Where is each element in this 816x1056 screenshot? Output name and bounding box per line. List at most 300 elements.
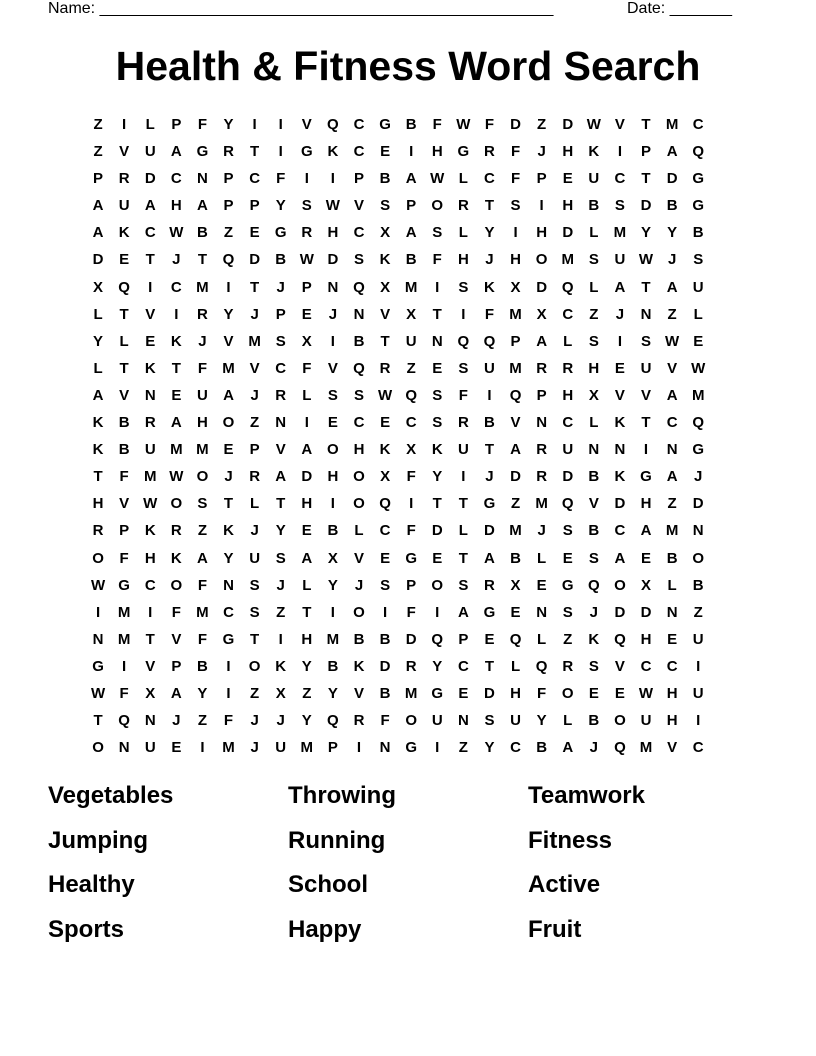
grid-cell[interactable]: X — [301, 332, 312, 350]
grid-cell[interactable]: Z — [276, 603, 286, 621]
grid-cell[interactable]: Q — [353, 278, 365, 296]
grid-cell[interactable]: S — [458, 576, 469, 594]
grid-cell[interactable]: N — [144, 712, 156, 730]
grid-cell[interactable]: D — [640, 197, 652, 215]
grid-cell[interactable]: Q — [483, 332, 496, 350]
grid-cell[interactable]: P — [275, 305, 286, 323]
grid-cell[interactable]: D — [484, 522, 495, 540]
grid-cell[interactable]: T — [641, 278, 651, 296]
grid-cell[interactable]: O — [353, 603, 365, 621]
grid-cell[interactable]: T — [641, 116, 651, 133]
grid-cell[interactable]: U — [692, 278, 704, 296]
grid-cell[interactable]: G — [431, 684, 444, 702]
grid-cell[interactable]: A — [170, 414, 182, 432]
grid-cell[interactable]: C — [614, 170, 626, 188]
grid-cell[interactable]: V — [171, 630, 182, 648]
grid-cell[interactable]: M — [509, 359, 522, 377]
grid-cell[interactable]: E — [510, 603, 521, 621]
grid-cell[interactable]: R — [379, 359, 391, 377]
grid-cell[interactable]: D — [92, 251, 104, 269]
grid-cell[interactable]: T — [302, 603, 312, 621]
grid-cell[interactable]: I — [330, 332, 335, 350]
grid-cell[interactable]: R — [457, 414, 469, 432]
grid-cell[interactable]: C — [640, 657, 652, 675]
grid-cell[interactable]: Y — [301, 712, 312, 730]
grid-cell[interactable]: W — [638, 251, 654, 269]
grid-cell[interactable]: V — [275, 441, 286, 459]
grid-cell[interactable]: S — [641, 332, 652, 350]
grid-cell[interactable]: A — [144, 197, 156, 215]
grid-cell[interactable]: W — [325, 197, 340, 215]
grid-cell[interactable]: W — [456, 116, 471, 133]
grid-cell[interactable]: D — [536, 278, 548, 296]
grid-cell[interactable]: A — [536, 332, 548, 350]
grid-cell[interactable]: C — [562, 414, 574, 432]
grid-cell[interactable]: Q — [692, 143, 705, 161]
grid-cell[interactable]: F — [510, 143, 521, 161]
grid-cell[interactable]: D — [431, 522, 443, 540]
grid-cell[interactable]: P — [249, 441, 260, 459]
grid-cell[interactable]: H — [92, 495, 104, 513]
grid-cell[interactable]: L — [458, 224, 468, 242]
grid-cell[interactable]: J — [615, 305, 625, 323]
grid-cell[interactable]: B — [588, 468, 600, 486]
grid-cell[interactable]: N — [588, 441, 600, 459]
grid-cell[interactable]: E — [562, 549, 573, 567]
grid-cell[interactable]: I — [617, 332, 622, 350]
grid-cell[interactable]: U — [144, 143, 156, 161]
grid-cell[interactable]: X — [93, 278, 104, 296]
grid-cell[interactable]: S — [562, 522, 573, 540]
grid-cell[interactable]: A — [92, 386, 104, 404]
grid-cell[interactable]: M — [326, 630, 340, 648]
grid-cell[interactable]: O — [535, 251, 548, 269]
grid-cell[interactable]: C — [692, 116, 704, 133]
grid-cell[interactable]: S — [588, 657, 599, 675]
grid-cell[interactable]: X — [380, 224, 391, 242]
grid-cell[interactable]: G — [692, 197, 705, 215]
grid-cell[interactable]: B — [666, 549, 678, 567]
grid-cell[interactable]: P — [406, 576, 417, 594]
grid-cell[interactable]: Q — [561, 495, 574, 513]
grid-cell[interactable]: P — [641, 143, 652, 161]
grid-cell[interactable]: H — [170, 197, 182, 215]
grid-cell[interactable]: Y — [327, 576, 338, 594]
grid-cell[interactable]: F — [197, 359, 207, 377]
grid-cell[interactable]: K — [144, 359, 156, 377]
grid-cell[interactable]: F — [119, 549, 129, 567]
grid-cell[interactable]: V — [614, 657, 625, 675]
grid-cell[interactable]: X — [145, 684, 156, 702]
grid-cell[interactable]: T — [119, 305, 129, 323]
grid-cell[interactable]: Q — [561, 278, 574, 296]
grid-cell[interactable]: N — [118, 739, 130, 757]
grid-cell[interactable]: B — [353, 332, 365, 350]
grid-cell[interactable]: B — [327, 522, 339, 540]
grid-cell[interactable]: J — [537, 522, 546, 540]
grid-cell[interactable]: B — [692, 576, 704, 594]
grid-cell[interactable]: F — [171, 603, 181, 621]
grid-cell[interactable]: E — [614, 684, 625, 702]
grid-cell[interactable]: J — [250, 712, 259, 730]
grid-cell[interactable]: B — [379, 630, 391, 648]
grid-cell[interactable]: O — [614, 712, 626, 730]
grid-cell[interactable]: P — [301, 278, 312, 296]
grid-cell[interactable]: L — [589, 278, 599, 296]
grid-cell[interactable]: I — [409, 143, 414, 161]
grid-cell[interactable]: M — [509, 522, 522, 540]
grid-cell[interactable]: C — [457, 657, 469, 675]
grid-cell[interactable]: E — [432, 359, 443, 377]
grid-cell[interactable]: J — [172, 251, 181, 269]
grid-cell[interactable]: L — [93, 359, 103, 377]
grid-cell[interactable]: C — [510, 739, 521, 757]
grid-cell[interactable]: N — [666, 441, 678, 459]
grid-cell[interactable]: M — [300, 739, 314, 757]
grid-cell[interactable]: F — [380, 712, 390, 730]
grid-cell[interactable]: V — [145, 305, 156, 323]
grid-cell[interactable]: T — [432, 495, 442, 513]
grid-cell[interactable]: M — [143, 468, 157, 486]
grid-cell[interactable]: C — [249, 170, 261, 188]
grid-cell[interactable]: E — [171, 739, 182, 757]
grid-cell[interactable]: D — [692, 495, 704, 513]
grid-cell[interactable]: I — [513, 224, 518, 242]
grid-cell[interactable]: X — [406, 441, 417, 459]
grid-cell[interactable]: M — [117, 603, 131, 621]
grid-cell[interactable]: I — [461, 305, 466, 323]
grid-cell[interactable]: R — [536, 441, 548, 459]
grid-cell[interactable]: P — [536, 386, 547, 404]
grid-cell[interactable]: V — [119, 495, 130, 513]
grid-cell[interactable]: J — [328, 305, 338, 323]
grid-cell[interactable]: J — [694, 468, 703, 486]
grid-cell[interactable]: K — [170, 332, 182, 350]
grid-cell[interactable]: L — [458, 522, 468, 540]
grid-cell[interactable]: A — [170, 143, 182, 161]
grid-cell[interactable]: E — [223, 441, 234, 459]
grid-cell[interactable]: I — [487, 386, 492, 404]
grid-cell[interactable]: A — [301, 549, 313, 567]
grid-cell[interactable]: D — [405, 630, 417, 648]
grid-cell[interactable]: U — [614, 251, 626, 269]
grid-cell[interactable]: W — [169, 468, 184, 486]
grid-cell[interactable]: H — [640, 630, 652, 648]
grid-cell[interactable]: Z — [93, 116, 103, 133]
grid-cell[interactable]: I — [95, 603, 101, 621]
grid-cell[interactable]: K — [588, 143, 600, 161]
grid-cell[interactable]: Y — [93, 332, 104, 350]
grid-cell[interactable]: O — [92, 549, 104, 567]
grid-cell[interactable]: I — [696, 657, 701, 675]
grid-cell[interactable]: O — [405, 712, 417, 730]
grid-cell[interactable]: N — [353, 305, 365, 323]
grid-cell[interactable]: L — [93, 305, 103, 323]
grid-cell[interactable]: W — [143, 495, 158, 513]
grid-cell[interactable]: S — [484, 712, 495, 730]
grid-cell[interactable]: E — [588, 684, 599, 702]
grid-cell[interactable]: R — [484, 576, 495, 594]
grid-cell[interactable]: Z — [667, 495, 677, 513]
grid-cell[interactable]: Q — [222, 251, 235, 269]
grid-cell[interactable]: S — [458, 278, 469, 296]
grid-cell[interactable]: F — [223, 712, 234, 730]
grid-cell[interactable]: D — [249, 251, 261, 269]
grid-cell[interactable]: A — [92, 197, 104, 215]
grid-cell[interactable]: S — [693, 251, 704, 269]
grid-cell[interactable]: F — [432, 116, 442, 133]
grid-cell[interactable]: I — [356, 739, 362, 757]
grid-cell[interactable]: S — [380, 576, 391, 594]
grid-cell[interactable]: L — [563, 712, 573, 730]
grid-cell[interactable]: W — [299, 251, 314, 269]
grid-cell[interactable]: I — [435, 278, 440, 296]
grid-cell[interactable]: I — [696, 712, 701, 730]
grid-cell[interactable]: H — [640, 495, 652, 513]
grid-cell[interactable]: N — [379, 739, 391, 757]
grid-cell[interactable]: V — [667, 359, 678, 377]
grid-cell[interactable]: D — [510, 468, 521, 486]
grid-cell[interactable]: P — [223, 197, 234, 215]
grid-cell[interactable]: W — [90, 684, 106, 702]
grid-cell[interactable]: H — [144, 549, 156, 567]
grid-cell[interactable]: Y — [432, 468, 443, 486]
grid-cell[interactable]: Z — [667, 305, 677, 323]
grid-cell[interactable]: V — [380, 305, 391, 323]
grid-cell[interactable]: O — [222, 414, 235, 432]
grid-cell[interactable]: L — [250, 495, 260, 513]
grid-cell[interactable]: U — [640, 359, 652, 377]
grid-cell[interactable]: V — [327, 359, 338, 377]
grid-cell[interactable]: V — [353, 197, 364, 215]
grid-cell[interactable]: M — [196, 441, 209, 459]
grid-cell[interactable]: M — [561, 251, 574, 269]
grid-cell[interactable]: Q — [379, 495, 391, 513]
grid-cell[interactable]: W — [430, 170, 445, 188]
grid-cell[interactable]: G — [405, 739, 417, 757]
grid-cell[interactable]: B — [197, 224, 208, 242]
grid-cell[interactable]: Z — [197, 522, 207, 540]
grid-cell[interactable]: R — [197, 305, 208, 323]
grid-cell[interactable]: H — [197, 414, 208, 432]
grid-cell[interactable]: D — [510, 116, 521, 133]
grid-cell[interactable]: B — [118, 441, 130, 459]
grid-cell[interactable]: Z — [406, 359, 416, 377]
grid-cell[interactable]: P — [510, 332, 521, 350]
grid-cell[interactable]: U — [431, 712, 443, 730]
grid-cell[interactable]: M — [117, 630, 131, 648]
grid-cell[interactable]: F — [197, 630, 207, 648]
grid-cell[interactable]: M — [248, 332, 261, 350]
grid-cell[interactable]: T — [484, 441, 495, 459]
grid-cell[interactable]: K — [327, 143, 339, 161]
grid-cell[interactable]: Z — [250, 414, 260, 432]
grid-cell[interactable]: F — [406, 603, 416, 621]
grid-cell[interactable]: M — [665, 116, 679, 133]
grid-cell[interactable]: P — [327, 739, 338, 757]
grid-cell[interactable]: E — [380, 414, 391, 432]
grid-cell[interactable]: N — [223, 576, 234, 594]
grid-cell[interactable]: C — [144, 224, 156, 242]
grid-cell[interactable]: E — [614, 359, 625, 377]
grid-cell[interactable]: C — [666, 414, 678, 432]
grid-cell[interactable]: H — [353, 441, 365, 459]
grid-cell[interactable]: B — [353, 630, 365, 648]
grid-cell[interactable]: E — [119, 251, 130, 269]
grid-cell[interactable]: O — [248, 657, 261, 675]
grid-cell[interactable]: Z — [93, 143, 103, 161]
grid-cell[interactable]: A — [197, 549, 208, 567]
grid-cell[interactable]: O — [92, 739, 104, 757]
grid-cell[interactable]: L — [510, 657, 521, 675]
grid-cell[interactable]: E — [484, 630, 495, 648]
grid-cell[interactable]: Y — [484, 224, 495, 242]
grid-cell[interactable]: I — [382, 603, 388, 621]
grid-cell[interactable]: K — [118, 224, 130, 242]
grid-cell[interactable]: N — [536, 603, 548, 621]
grid-cell[interactable]: E — [693, 332, 704, 350]
grid-cell[interactable]: O — [353, 495, 365, 513]
grid-cell[interactable]: G — [300, 143, 313, 161]
grid-cell[interactable]: G — [692, 441, 705, 459]
grid-cell[interactable]: J — [485, 468, 494, 486]
grid-cell[interactable]: A — [275, 468, 287, 486]
grid-cell[interactable]: R — [457, 197, 469, 215]
grid-cell[interactable]: U — [640, 712, 652, 730]
grid-cell[interactable]: T — [250, 278, 260, 296]
grid-cell[interactable]: H — [327, 468, 339, 486]
grid-cell[interactable]: A — [510, 441, 521, 459]
grid-cell[interactable]: B — [379, 170, 391, 188]
grid-cell[interactable]: V — [614, 116, 625, 133]
grid-cell[interactable]: S — [249, 576, 260, 594]
grid-cell[interactable]: V — [588, 495, 599, 513]
grid-cell[interactable]: O — [196, 468, 209, 486]
grid-cell[interactable]: F — [510, 170, 521, 188]
grid-cell[interactable]: O — [170, 495, 183, 513]
grid-cell[interactable]: X — [327, 549, 338, 567]
grid-cell[interactable]: S — [432, 224, 443, 242]
grid-cell[interactable]: I — [226, 278, 231, 296]
grid-cell[interactable]: M — [665, 522, 679, 540]
grid-cell[interactable]: B — [118, 414, 130, 432]
grid-cell[interactable]: S — [588, 332, 599, 350]
grid-cell[interactable]: M — [535, 495, 548, 513]
grid-cell[interactable]: Z — [589, 305, 599, 323]
grid-cell[interactable]: U — [144, 739, 156, 757]
grid-cell[interactable]: R — [536, 468, 548, 486]
grid-cell[interactable]: I — [226, 657, 231, 675]
grid-cell[interactable]: T — [380, 332, 390, 350]
grid-cell[interactable]: M — [404, 684, 418, 702]
grid-cell[interactable]: Y — [327, 684, 338, 702]
grid-cell[interactable]: L — [302, 386, 312, 404]
grid-cell[interactable]: Z — [458, 739, 468, 757]
grid-cell[interactable]: Q — [431, 630, 444, 648]
grid-cell[interactable]: V — [223, 332, 234, 350]
grid-cell[interactable]: W — [665, 332, 680, 350]
grid-cell[interactable]: P — [171, 116, 182, 133]
grid-cell[interactable]: E — [327, 414, 338, 432]
grid-cell[interactable]: D — [562, 116, 574, 133]
grid-cell[interactable]: D — [484, 684, 495, 702]
grid-cell[interactable]: N — [327, 278, 339, 296]
grid-cell[interactable]: G — [483, 603, 496, 621]
grid-cell[interactable]: C — [353, 143, 365, 161]
grid-cell[interactable]: O — [327, 441, 339, 459]
grid-cell[interactable]: L — [667, 576, 677, 594]
grid-cell[interactable]: J — [276, 712, 285, 730]
grid-cell[interactable]: V — [353, 549, 364, 567]
grid-cell[interactable]: U — [275, 739, 287, 757]
grid-cell[interactable]: B — [405, 116, 417, 133]
grid-cell[interactable]: N — [144, 386, 156, 404]
grid-cell[interactable]: S — [327, 386, 338, 404]
grid-cell[interactable]: N — [275, 414, 287, 432]
grid-cell[interactable]: G — [561, 576, 574, 594]
grid-cell[interactable]: S — [588, 251, 599, 269]
grid-cell[interactable]: V — [119, 143, 130, 161]
grid-cell[interactable]: Y — [301, 657, 312, 675]
grid-cell[interactable]: R — [405, 657, 417, 675]
grid-cell[interactable]: T — [145, 630, 155, 648]
grid-cell[interactable]: N — [197, 170, 208, 188]
grid-cell[interactable]: F — [197, 116, 207, 133]
grid-cell[interactable]: Z — [537, 116, 547, 133]
grid-cell[interactable]: T — [641, 414, 651, 432]
grid-cell[interactable]: C — [692, 739, 704, 757]
grid-cell[interactable]: U — [197, 386, 208, 404]
grid-cell[interactable]: D — [614, 603, 626, 621]
grid-cell[interactable]: B — [666, 197, 678, 215]
grid-cell[interactable]: K — [92, 441, 104, 459]
grid-cell[interactable]: M — [404, 278, 418, 296]
grid-cell[interactable]: M — [222, 739, 235, 757]
grid-cell[interactable]: H — [536, 224, 548, 242]
grid-cell[interactable]: T — [93, 468, 103, 486]
grid-cell[interactable]: V — [353, 684, 364, 702]
grid-cell[interactable]: C — [353, 116, 365, 133]
grid-cell[interactable]: K — [379, 441, 391, 459]
grid-cell[interactable]: P — [119, 522, 130, 540]
grid-cell[interactable]: C — [223, 603, 234, 621]
grid-cell[interactable]: R — [275, 386, 287, 404]
grid-cell[interactable]: M — [196, 603, 209, 621]
grid-cell[interactable]: Q — [614, 739, 626, 757]
grid-cell[interactable]: Y — [641, 224, 652, 242]
grid-cell[interactable]: J — [589, 739, 598, 757]
grid-cell[interactable]: H — [666, 712, 678, 730]
grid-cell[interactable]: N — [92, 630, 104, 648]
grid-cell[interactable]: F — [119, 684, 129, 702]
grid-cell[interactable]: I — [122, 116, 127, 133]
grid-cell[interactable]: B — [484, 414, 495, 432]
grid-cell[interactable]: M — [613, 224, 627, 242]
grid-cell[interactable]: T — [250, 143, 260, 161]
grid-cell[interactable]: P — [353, 170, 364, 188]
grid-cell[interactable]: V — [510, 414, 521, 432]
grid-cell[interactable]: S — [380, 197, 391, 215]
grid-cell[interactable]: D — [614, 495, 626, 513]
grid-cell[interactable]: I — [409, 495, 414, 513]
grid-cell[interactable]: Q — [118, 712, 130, 730]
grid-cell[interactable]: S — [432, 414, 443, 432]
grid-cell[interactable]: L — [145, 116, 155, 133]
grid-cell[interactable]: L — [537, 630, 547, 648]
grid-cell[interactable]: K — [144, 522, 156, 540]
grid-cell[interactable]: J — [250, 305, 259, 323]
grid-cell[interactable]: J — [354, 576, 364, 594]
